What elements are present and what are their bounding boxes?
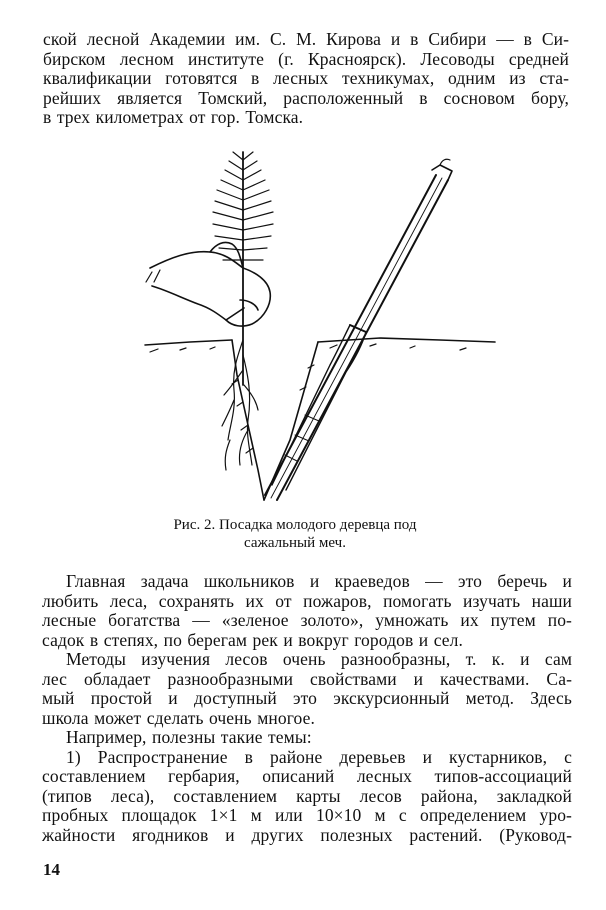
text-line: жайности ягодников и других полезных растений. (Руковод- bbox=[42, 824, 572, 845]
paragraph-top bbox=[43, 30, 569, 128]
text-line: пробных площадок 1×1 м или 10×10 м с определением уро- bbox=[42, 805, 572, 825]
ground-line bbox=[318, 338, 495, 342]
text-line: рейших является Томский, расположенный в сосновом бору, bbox=[43, 87, 569, 108]
ground-line bbox=[145, 340, 232, 345]
text-line: 1) Распространение в районе деревьев и кустарников, с bbox=[66, 746, 572, 767]
paragraph-main bbox=[42, 572, 572, 845]
seedling-roots bbox=[222, 340, 258, 470]
hand bbox=[150, 252, 270, 326]
planting-illustration bbox=[140, 140, 580, 515]
figure-caption bbox=[130, 516, 460, 552]
page-number: 14 bbox=[43, 860, 60, 879]
text-line: квалификации готовятся в лесных техникумах, одним из ста- bbox=[43, 68, 569, 88]
text-line: школа может сделать очень многое. bbox=[42, 707, 315, 728]
text-line: мый простой и доступный это экскурсионный метод. Здесь bbox=[42, 688, 572, 708]
text-line: любить леса, сохранять их от пожаров, помогать изучать наши bbox=[42, 590, 572, 611]
caption-line: Рис. 2. Посадка молодого деревца под bbox=[173, 517, 417, 533]
text-line: Методы изучения лесов очень разнообразны, т. к. и сам bbox=[66, 649, 572, 669]
text-line: бирском лесном институте (г. Красноярск). Лесоводы средней bbox=[43, 48, 569, 69]
text-line: лес обладает разнообразными свойствами и качествами. Са- bbox=[42, 668, 572, 689]
text-line: садок в степях, по берегам рек и вокруг городов и сел. bbox=[42, 629, 463, 650]
text-line: Например, полезны такие темы: bbox=[66, 727, 312, 747]
text-line: составлением гербария, описаний лесных типов-ассоциаций bbox=[42, 766, 572, 786]
text-line: Главная задача школьников и краеведов — это беречь и bbox=[66, 571, 572, 591]
text-line: в трех километрах от гор. Томска. bbox=[43, 107, 304, 127]
caption-line: сажальный меч. bbox=[244, 535, 346, 551]
text-line: (типов леса), составлением карты лесов района, закладкой bbox=[42, 785, 572, 806]
text-line: ской лесной Академии им. С. М. Кирова и в Сибири — в Си- bbox=[43, 29, 569, 49]
text-line: лесные богатства — «зеленое золото», умножать их путем по- bbox=[42, 610, 572, 630]
